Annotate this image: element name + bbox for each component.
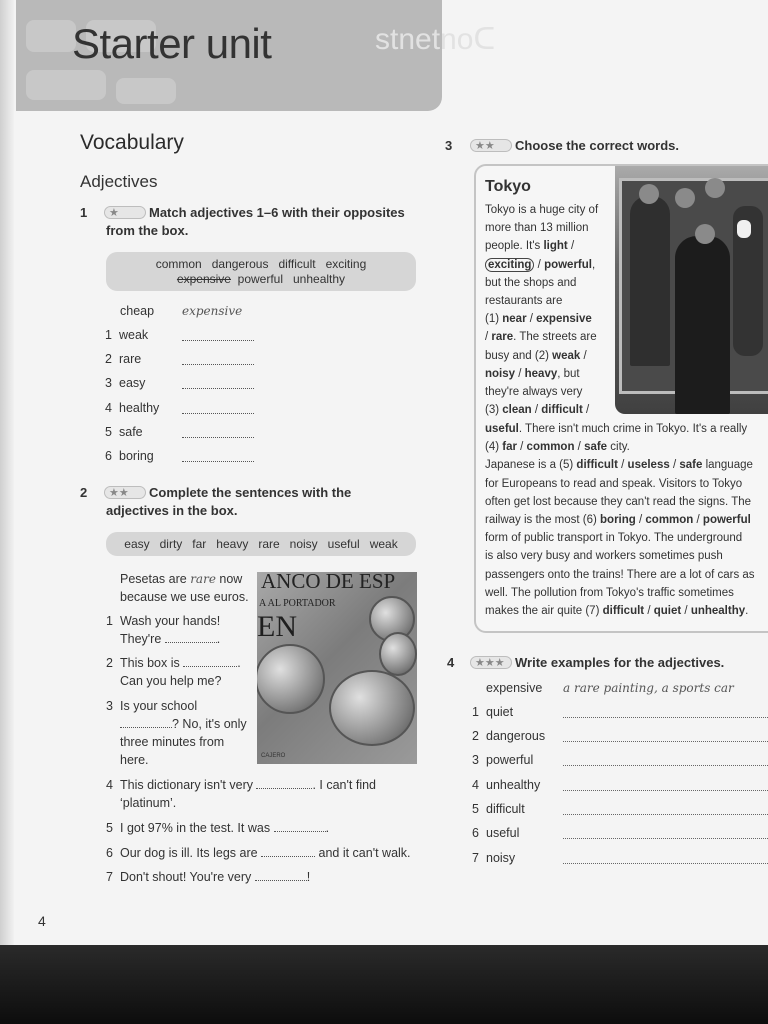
list-item: 5 difficult: [472, 802, 525, 816]
exercise-2-example: Pesetas are rare now: [120, 572, 243, 586]
answer-blank[interactable]: [274, 821, 326, 832]
difficulty-stars-icon: ★: [104, 206, 146, 219]
list-item: 4 unhealthy: [472, 778, 541, 792]
subsection-heading: Adjectives: [80, 172, 158, 191]
show-through-heading: stnetnoᑕ: [375, 23, 496, 56]
answer-blank-6[interactable]: [182, 461, 254, 462]
section-heading: Vocabulary: [80, 131, 184, 154]
answer-line-3[interactable]: [563, 765, 768, 766]
passenger-head: [675, 188, 695, 208]
sentence-3-line4: here.: [120, 753, 149, 767]
unit-title: Starter unit: [72, 20, 272, 67]
sentence-4-line2: ‘platinum’.: [120, 796, 177, 810]
banknote-text-small: A AL PORTADOR: [259, 598, 336, 609]
banknote-text-large: EN: [257, 610, 297, 643]
option[interactable]: near: [502, 313, 527, 326]
exercise-4-example-word: expensive: [486, 681, 543, 695]
exercise-1-instruction-line1: Match adjectives 1–6 with their opposites: [149, 205, 405, 220]
exercise-4-example-answer: a rare painting, a sports car: [563, 681, 734, 695]
answer-line-2[interactable]: [563, 741, 768, 742]
coin-icon: [257, 644, 325, 714]
option[interactable]: rare: [491, 331, 514, 344]
crowded-train-photo: [615, 166, 768, 414]
coin-icon: [329, 670, 415, 746]
exercise-2-number: 2: [80, 485, 88, 500]
answer-blank[interactable]: [165, 632, 217, 643]
sentence-7: 7 Don't shout! You're very !: [106, 870, 311, 884]
white-glove: [737, 220, 751, 238]
option[interactable]: heavy: [524, 367, 558, 380]
sentence-2-line2: Can you help me?: [120, 674, 222, 688]
station-worker-figure: [675, 236, 730, 414]
option[interactable]: safe: [584, 441, 608, 454]
page-number: 4: [38, 913, 46, 929]
reading-title: Tokyo: [485, 178, 531, 195]
exercise-4-number: 4: [447, 655, 455, 670]
banknote-text: ANCO DE ESP: [261, 572, 396, 593]
exercise-4-instruction: Write examples for the adjectives.: [515, 655, 725, 670]
answer-blank-3[interactable]: [182, 388, 254, 389]
reading-text-narrow: Tokyo is a huge city of more than 13 million people. It's light / exciting / powerful, but the shops and restaurants are (1) near / expensive / rare. The streets are busy and (2) weak / noisy / heavy, but they're always very (3) clean / difficult /: [485, 204, 599, 417]
answer-line-7[interactable]: [563, 863, 768, 864]
answer-blank[interactable]: [120, 717, 172, 728]
option[interactable]: unhealthy: [690, 605, 746, 618]
list-item: 6 boring: [105, 449, 154, 463]
answer-line-1[interactable]: [563, 717, 768, 718]
answer-blank[interactable]: [255, 870, 307, 881]
sentence-1: 1 Wash your hands!: [106, 614, 221, 628]
word-box-line1: common dangerous difficult exciting: [155, 257, 367, 271]
exercise-2-instruction-line2: adjectives in the box.: [106, 503, 238, 518]
list-item: 3 powerful: [472, 753, 534, 767]
option[interactable]: far: [502, 441, 517, 454]
crossed-out-word: expensive: [176, 272, 231, 286]
exercise-2-instruction-line1: Complete the sentences with the: [149, 485, 352, 500]
answer-blank[interactable]: [261, 846, 315, 857]
sentence-3-line3: three minutes from: [120, 735, 225, 749]
option[interactable]: powerful: [702, 514, 751, 527]
option[interactable]: difficult: [541, 404, 583, 417]
difficulty-stars-icon: ★★: [470, 139, 512, 152]
list-item: 3 easy: [105, 376, 146, 390]
sentence-4: 4 This dictionary isn't very . I can't find: [106, 778, 377, 792]
page-edge-shadow: [0, 0, 14, 945]
list-item: 5 safe: [105, 425, 143, 439]
option[interactable]: powerful: [544, 258, 592, 271]
exercise-1-example-word: cheap: [120, 304, 155, 318]
option[interactable]: common: [645, 514, 694, 527]
reading-text-wide: useful. There isn't much crime in Tokyo. It's a really (4) far / common / safe city. Japanese is a (5) difficult / useless / safe language for Europeans to read and speak. Visitors to Tokyo often get lost because they can't read the signs. The railway is the most (6) boring / common / powerful form of public transport in Tokyo. The underground is also very busy and workers sometimes push passengers onto the trains! There are a lot of cars as well. The pollution from Tokyo's traffic sometimes makes the air quite (7) difficult / quiet / unhealthy.: [485, 423, 755, 618]
option[interactable]: weak: [552, 349, 581, 362]
word-box-line2: expensive powerful unhealthy: [176, 272, 346, 286]
exercise-2-word-box: easy dirty far heavy rare noisy useful weak: [106, 532, 416, 556]
exercise-1-instruction-line2: from the box.: [106, 223, 189, 238]
exercise-3-number: 3: [445, 138, 453, 153]
option[interactable]: expensive: [536, 313, 592, 326]
scanner-background: [0, 945, 768, 1024]
list-item: 2 rare: [105, 352, 142, 366]
answer-blank-1[interactable]: [182, 340, 254, 341]
sentence-5: 5 I got 97% in the test. It was .: [106, 821, 330, 835]
option[interactable]: noisy: [485, 367, 516, 380]
sentence-6: 6 Our dog is ill. Its legs are and it can't walk.: [106, 846, 411, 860]
list-item: 1 quiet: [472, 705, 514, 719]
list-item: 6 useful: [472, 826, 520, 840]
banknote-coins-photo: [257, 572, 417, 764]
list-item: 4 healthy: [105, 401, 160, 415]
worker-head: [695, 224, 715, 244]
option[interactable]: quiet: [653, 605, 682, 618]
answer-blank[interactable]: [183, 656, 237, 667]
exercise-1-word-box: [106, 252, 416, 291]
list-item: 1 weak: [105, 328, 149, 342]
answer-line-6[interactable]: [563, 838, 768, 839]
option[interactable]: light: [543, 240, 568, 253]
option[interactable]: common: [526, 441, 575, 454]
list-item: 7 noisy: [472, 851, 516, 865]
option[interactable]: boring: [600, 514, 636, 527]
option-circled[interactable]: exciting: [485, 258, 534, 272]
answer-line-5[interactable]: [563, 814, 768, 815]
sentence-1-line2: They're .: [120, 632, 221, 646]
passenger-head: [705, 178, 725, 198]
exercise-1-example-answer: expensive: [182, 304, 243, 318]
sentence-3-line2: ? No, it's only: [120, 715, 247, 733]
difficulty-stars-icon: ★★★: [470, 656, 512, 669]
option[interactable]: useless: [627, 459, 670, 472]
list-item: 2 dangerous: [472, 729, 546, 743]
difficulty-stars-icon: ★★: [104, 486, 146, 499]
option[interactable]: difficult: [576, 459, 618, 472]
sentence-3: 3 Is your school: [106, 699, 198, 713]
option[interactable]: safe: [679, 459, 703, 472]
sentence-2: 2 This box is .: [106, 656, 241, 670]
exercise-2-example-line2: because we use euros.: [120, 590, 249, 604]
answer-line-4[interactable]: [563, 790, 768, 791]
answer-blank-4[interactable]: [182, 413, 254, 414]
answer-blank[interactable]: [256, 778, 312, 789]
coin-icon: [379, 632, 417, 676]
option[interactable]: clean: [502, 404, 532, 417]
exercise-1-number: 1: [80, 205, 88, 220]
exercise-3-instruction: Choose the correct words.: [515, 138, 679, 153]
option[interactable]: useful: [485, 423, 519, 435]
passenger-figure: [630, 196, 670, 366]
option[interactable]: difficult: [602, 605, 645, 618]
banknote-text-tiny: CAJERO: [261, 753, 286, 759]
answer-blank-2[interactable]: [182, 364, 254, 365]
answer-blank-5[interactable]: [182, 437, 254, 438]
passenger-head: [639, 184, 659, 204]
